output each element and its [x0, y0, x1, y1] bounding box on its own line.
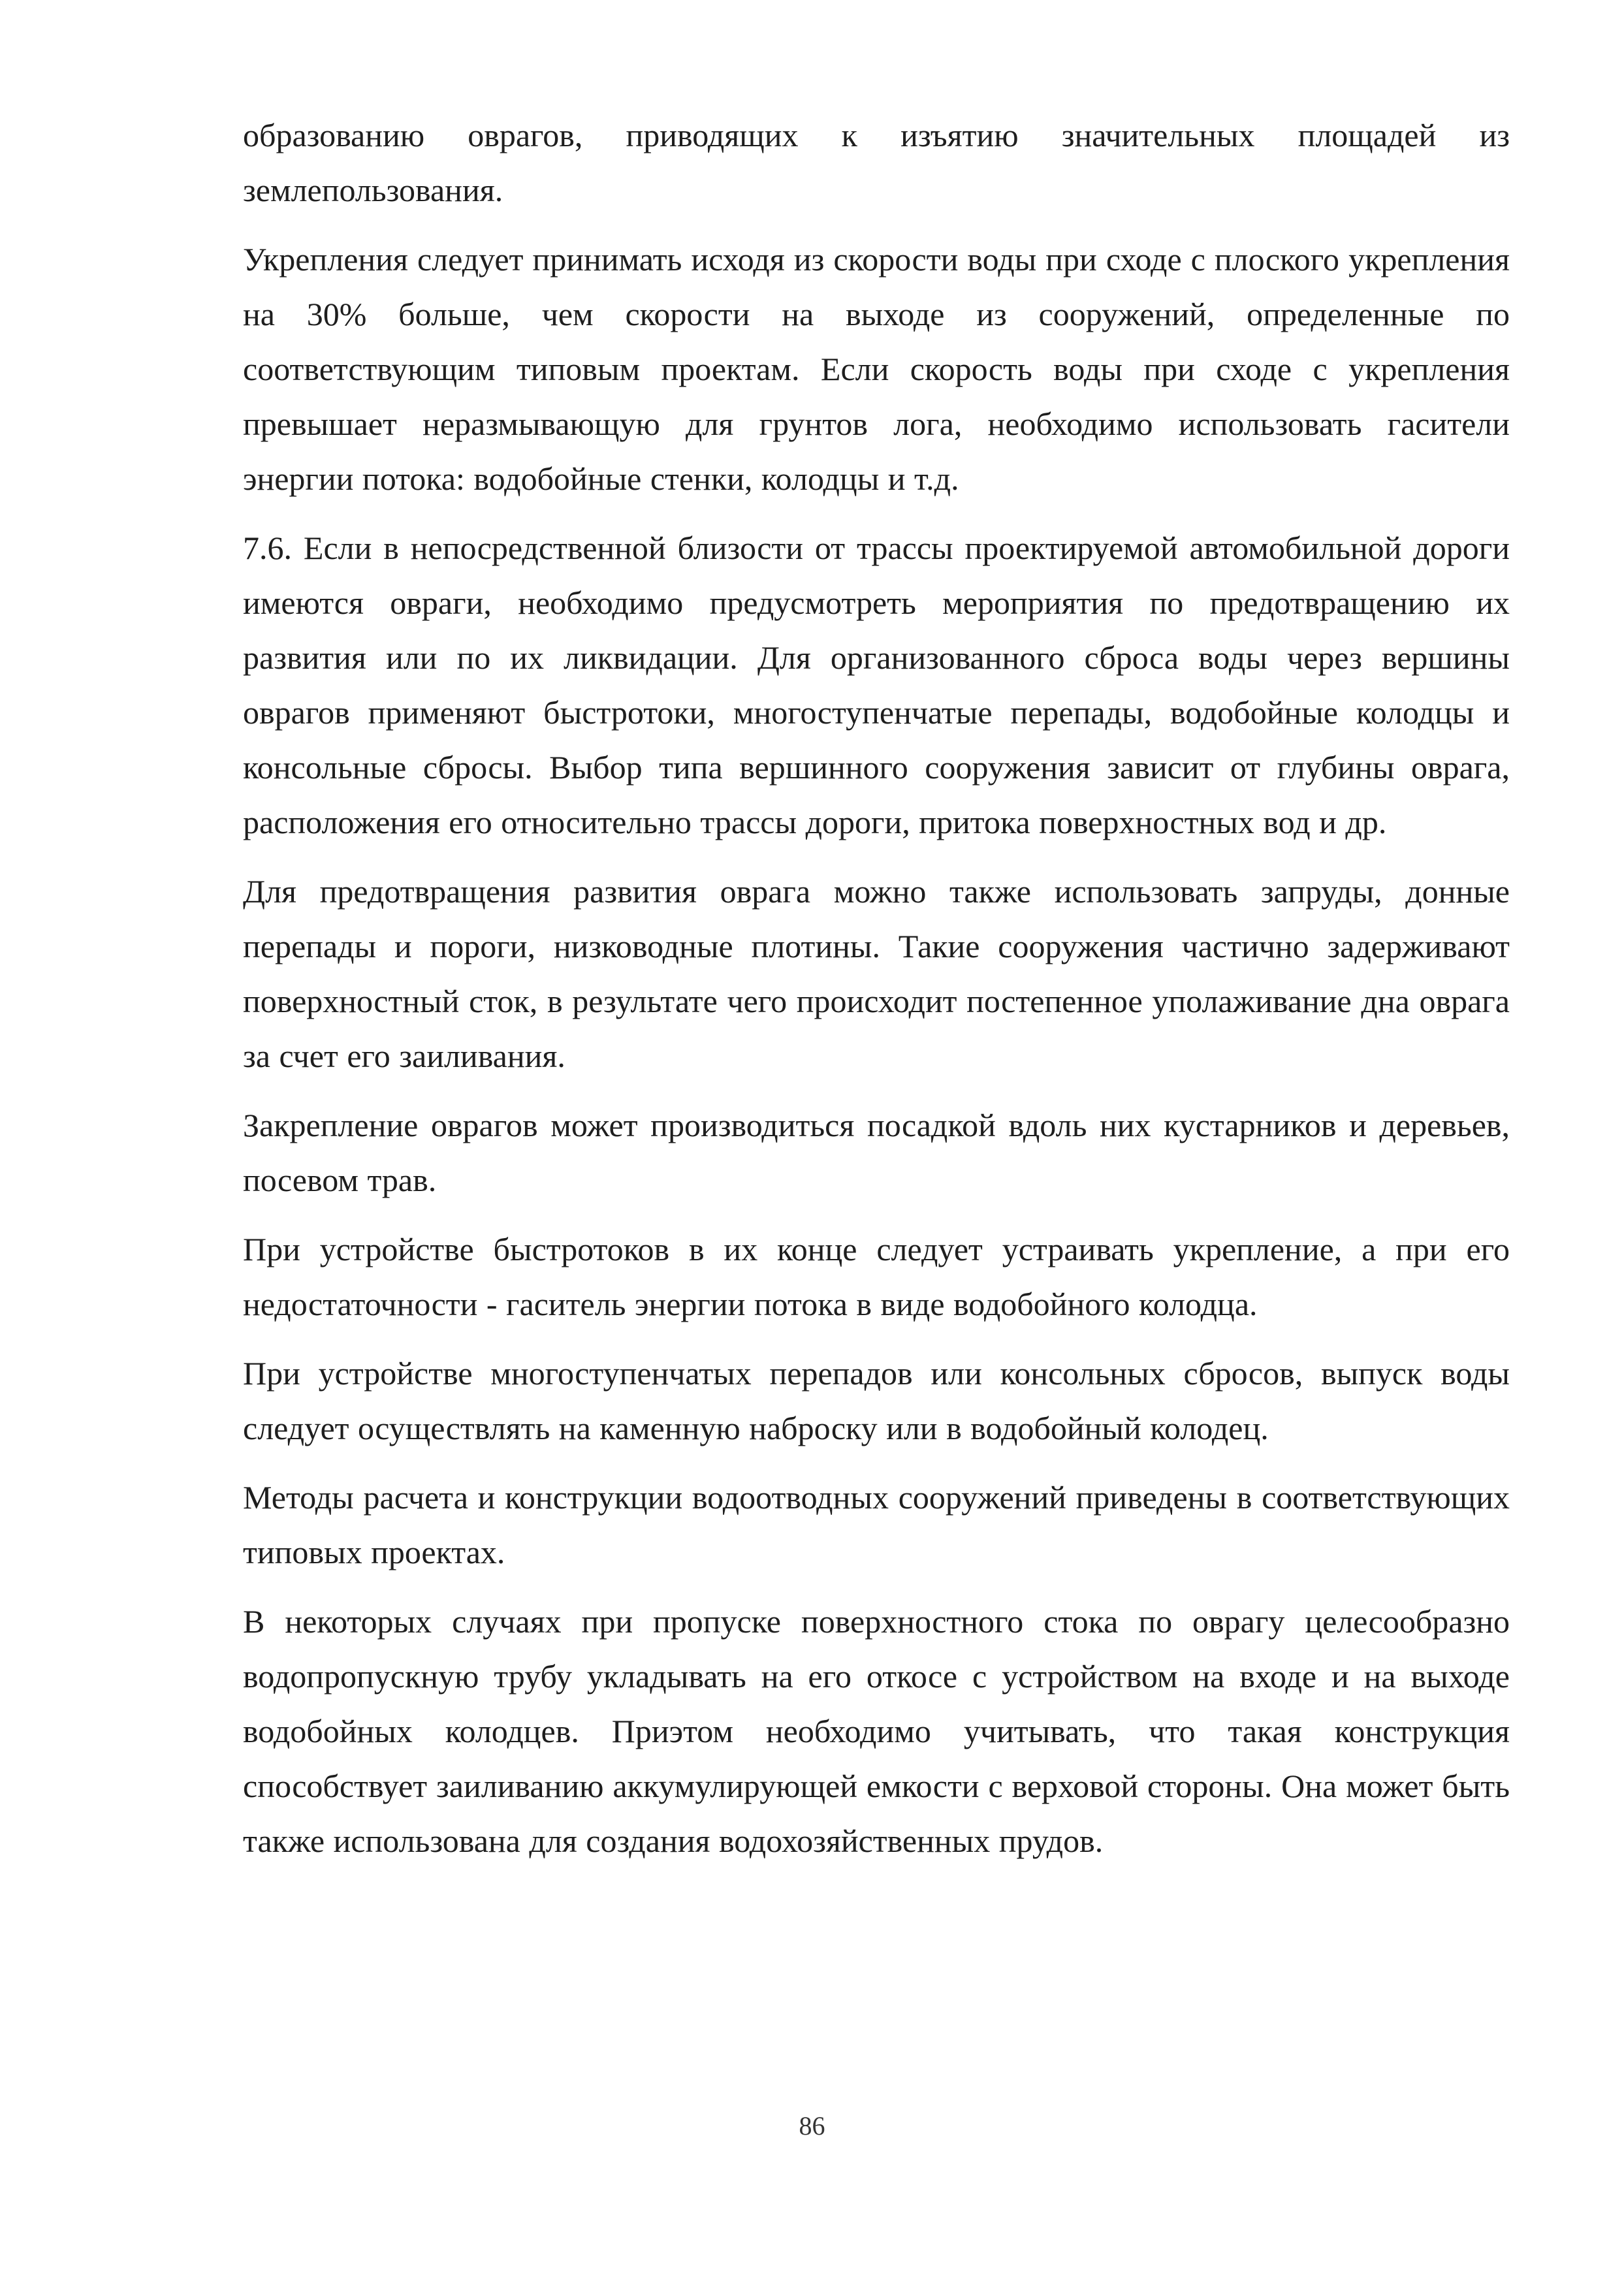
paragraph-section-7-6: 7.6. Если в непосредственной близости от трассы проектируемой автомобильной дороги имеются овраги, необходимо предусмотреть мероприятия по предотвращению их развития или по их ликвидации. Для организованного сброса воды через вершины оврагов применяют быстротоки, многоступенчатые перепады, водобойные колодцы и консольные сбросы. Выбор типа вершинного сооружения зависит от глубины оврага, расположения его относительно трассы дороги, притока поверхностных вод и др. [243, 530, 1510, 840]
paragraph-culvert-on-slope: В некоторых случаях при пропуске поверхностного стока по оврагу целесообразно водопропускную трубу укладывать на его откосе с устройством на входе и на выходе водобойных колодцев. Приэтом необходимо учитывать, что такая конструкция способствует заиливанию аккумулирующей емкости с верховой стороны. Она может быть также использована для создания водохозяйственных прудов. [243, 1603, 1510, 1859]
paragraph-continuation: образованию оврагов, приводящих к изъятию значительных площадей из землепользования. [243, 117, 1510, 208]
paragraph-chutes: При устройстве быстротоков в их конце следует устраивать укрепление, а при его недостаточности - гаситель энергии потока в виде водобойного колодца. [243, 1231, 1510, 1322]
body-text [243, 108, 1510, 1883]
paragraph-multistep-drops: При устройстве многоступенчатых перепадов или консольных сбросов, выпуск воды следует осуществлять на каменную наброску или в водобойный колодец. [243, 1355, 1510, 1446]
page-number: 86 [799, 2111, 825, 2141]
paragraph-ravine-planting: Закрепление оврагов может производиться посадкой вдоль них кустарников и деревьев, посевом трав. [243, 1107, 1510, 1198]
paragraph-calculation-methods: Методы расчета и конструкции водоотводных сооружений приведены в соответствующих типовых проектах. [243, 1479, 1510, 1570]
paragraph-reinforcement: Укрепления следует принимать исходя из скорости воды при сходе с плоского укрепления на 30% больше, чем скорости на выходе из сооружений, определенные по соответствующим типовым проектам. Если скорость воды при сходе с укрепления превышает неразмывающую для грунтов лога, необходимо использовать гасители энергии потока: водобойные стенки, колодцы и т.д. [243, 241, 1510, 497]
paragraph-ravine-prevention: Для предотвращения развития оврага можно также использовать запруды, донные перепады и пороги, низководные плотины. Такие сооружения частично задерживают поверхностный сток, в результате чего происходит постепенное уполаживание дна оврага за счет его заиливания. [243, 873, 1510, 1074]
